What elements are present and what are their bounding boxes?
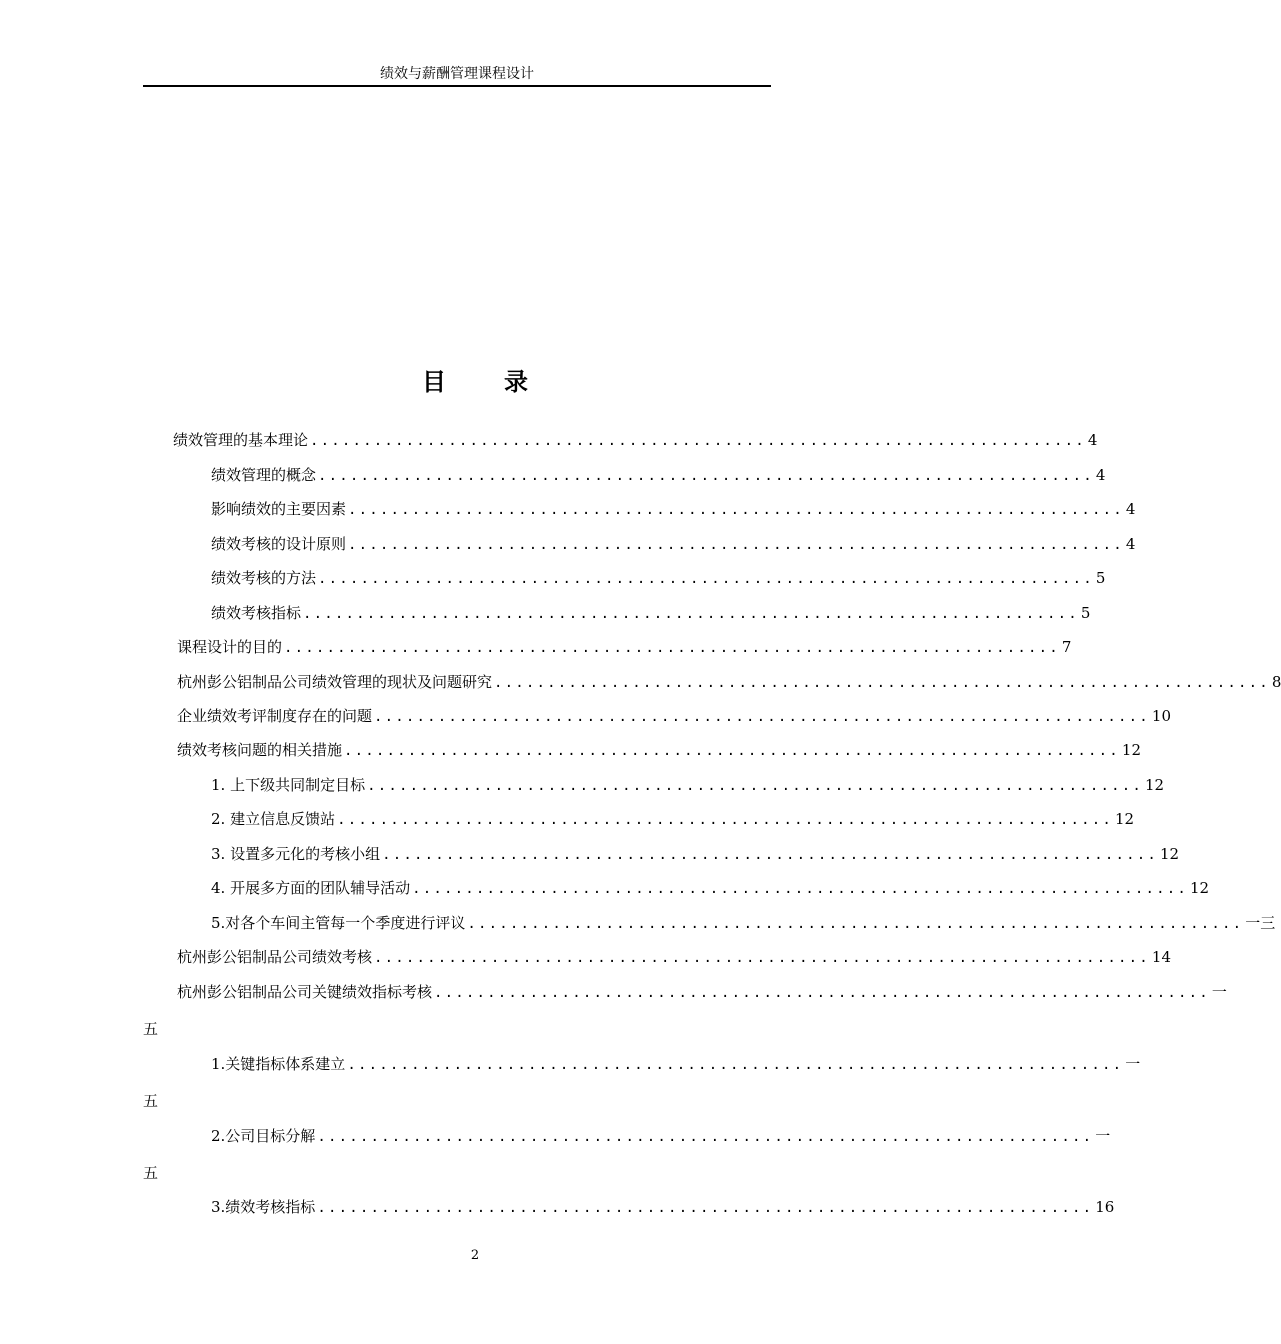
- toc-entry-text: 2. 建立信息反馈站: [211, 810, 336, 828]
- toc-page-number: 4: [1087, 431, 1098, 449]
- toc-entry[interactable]: [211, 875, 1210, 901]
- toc-leader-dots: .........................................................................: [347, 1057, 1124, 1073]
- toc-page-number: 12: [1145, 776, 1165, 794]
- toc-entry-text: 企业绩效考评制度存在的问题: [177, 707, 373, 725]
- toc-entry[interactable]: [211, 910, 1276, 936]
- toc-page-number: 16: [1095, 1198, 1115, 1216]
- page-number: 2: [470, 1248, 480, 1263]
- toc-entry-text: 杭州彭公铝制品公司绩效管理的现状及问题研究: [177, 673, 493, 691]
- toc-entry-text: 影响绩效的主要因素: [211, 500, 347, 518]
- toc-page-number: 12: [1160, 845, 1180, 863]
- toc-entry[interactable]: [173, 427, 1098, 453]
- toc-leader-dots: .........................................................................: [348, 502, 1124, 518]
- toc-page-number: 一三: [1245, 914, 1276, 932]
- toc-entry[interactable]: [177, 634, 1072, 660]
- toc-leader-dots: .........................................................................: [284, 640, 1060, 656]
- toc-leader-dots: .........................................................................: [318, 571, 1094, 587]
- toc-entry-text: 绩效考核的方法: [211, 569, 317, 587]
- header-rule: [143, 85, 771, 87]
- toc-page-number: 12: [1115, 810, 1135, 828]
- toc-entry[interactable]: [211, 565, 1106, 591]
- toc-page-number: 一: [1125, 1055, 1141, 1073]
- toc-page-number: 5: [1080, 604, 1091, 622]
- toc-entry-text: 绩效考核指标: [211, 604, 302, 622]
- toc-entry[interactable]: [211, 531, 1136, 557]
- toc-leader-dots: .........................................................................: [494, 675, 1270, 691]
- toc-page-wrap: 五: [143, 1092, 159, 1110]
- toc-entry-text: 课程设计的目的: [177, 638, 283, 656]
- toc-entry-text: 2.公司目标分解: [211, 1127, 316, 1145]
- toc-entry[interactable]: [177, 703, 1172, 729]
- toc-page-number: 4: [1125, 500, 1136, 518]
- toc-entry[interactable]: [211, 841, 1180, 867]
- toc-entry[interactable]: [211, 462, 1106, 488]
- toc-entry[interactable]: [177, 979, 1227, 1005]
- toc-entry-text: 1. 上下级共同制定目标: [211, 776, 366, 794]
- toc-leader-dots: .........................................................................: [317, 1129, 1094, 1145]
- toc-entry-text: 绩效考核问题的相关措施: [177, 741, 343, 759]
- toc-entry[interactable]: [177, 737, 1142, 763]
- toc-entry[interactable]: [211, 1194, 1115, 1220]
- toc-page-number: 12: [1190, 879, 1210, 897]
- toc-leader-dots: .........................................................................: [310, 433, 1086, 449]
- toc-page-number: 8: [1271, 673, 1281, 691]
- toc-leader-dots: .........................................................................: [367, 778, 1143, 794]
- toc-entry-text: 1.关键指标体系建立: [211, 1055, 346, 1073]
- toc-entry[interactable]: [211, 1123, 1111, 1149]
- toc-entry-text: 3. 设置多元化的考核小组: [211, 845, 381, 863]
- toc-title: 目录: [422, 368, 586, 396]
- toc-entry-text: 绩效管理的概念: [211, 466, 317, 484]
- toc-page-number: 5: [1095, 569, 1106, 587]
- toc-page-number: 4: [1095, 466, 1106, 484]
- toc-leader-dots: .........................................................................: [412, 881, 1188, 897]
- toc-page-number: 14: [1151, 948, 1172, 966]
- toc-page-number: 12: [1121, 741, 1142, 759]
- toc-leader-dots: .........................................................................: [337, 812, 1113, 828]
- toc-entry[interactable]: [211, 806, 1135, 832]
- toc-page-wrap: 五: [143, 1164, 159, 1182]
- toc-entry-text: 绩效考核的设计原则: [211, 535, 347, 553]
- toc-page-wrap: 五: [143, 1020, 159, 1038]
- toc-entry[interactable]: [211, 1051, 1141, 1077]
- toc-leader-dots: .........................................................................: [467, 916, 1244, 932]
- toc-page-number: 一: [1095, 1127, 1111, 1145]
- toc-entry[interactable]: [211, 772, 1165, 798]
- toc-entry-text: 5.对各个车间主管每一个季度进行评议: [211, 914, 466, 932]
- toc-entry[interactable]: [211, 600, 1091, 626]
- toc-entry[interactable]: [177, 669, 1281, 695]
- toc-entry-text: 3.绩效考核指标: [211, 1198, 316, 1216]
- toc-leader-dots: .........................................................................: [318, 468, 1094, 484]
- toc-leader-dots: .........................................................................: [434, 985, 1210, 1001]
- toc-entry[interactable]: [177, 944, 1172, 970]
- toc-leader-dots: .........................................................................: [382, 847, 1158, 863]
- toc-entry[interactable]: [211, 496, 1136, 522]
- toc-entry-text: 杭州彭公铝制品公司绩效考核: [177, 948, 373, 966]
- running-header: 绩效与薪酬管理课程设计: [380, 66, 534, 82]
- toc-leader-dots: .........................................................................: [317, 1200, 1094, 1216]
- toc-leader-dots: .........................................................................: [348, 537, 1124, 553]
- toc-leader-dots: .........................................................................: [303, 606, 1079, 622]
- toc-page-number: 4: [1125, 535, 1136, 553]
- toc-leader-dots: .........................................................................: [344, 743, 1120, 759]
- toc-entry-text: 杭州彭公铝制品公司关键绩效指标考核: [177, 983, 433, 1001]
- toc-leader-dots: .........................................................................: [374, 709, 1150, 725]
- toc-page-number: 10: [1151, 707, 1172, 725]
- toc-entry-text: 4. 开展多方面的团队辅导活动: [211, 879, 411, 897]
- toc-page-number: 一: [1211, 983, 1227, 1001]
- toc-leader-dots: .........................................................................: [374, 950, 1150, 966]
- toc-entry-text: 绩效管理的基本理论: [173, 431, 309, 449]
- toc-page-number: 7: [1061, 638, 1072, 656]
